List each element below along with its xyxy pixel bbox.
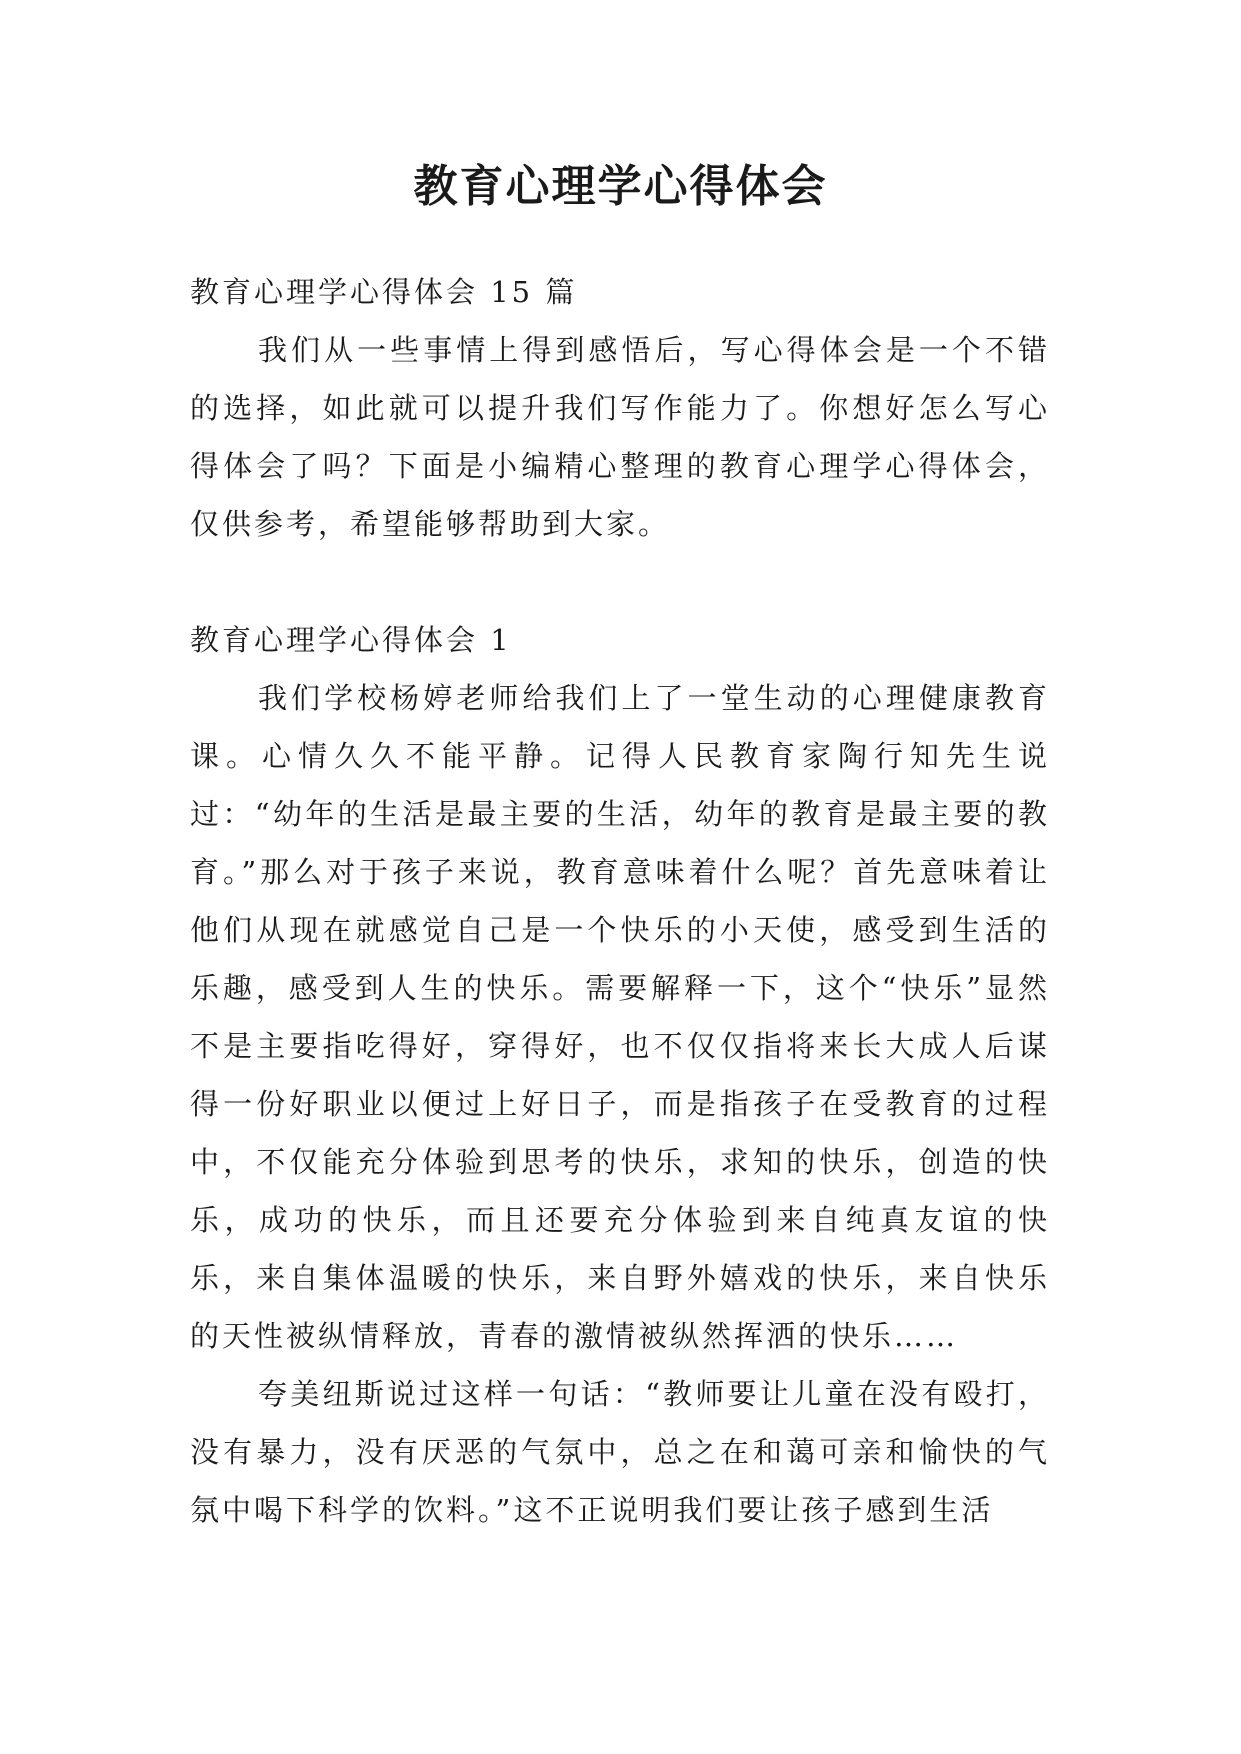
document-body xyxy=(190,263,1050,1539)
document-title: 教育心理学心得体会 xyxy=(413,161,828,212)
section-1-heading: 教育心理学心得体会 1 xyxy=(190,623,512,657)
section-spacer xyxy=(190,553,1050,611)
intro-paragraph: 我们从一些事情上得到感悟后，写心得体会是一个不错的选择，如此就可以提升我们写作能力了。你想好怎么写心得体会了吗？下面是小编精心整理的教育心理学心得体会，仅供参考，希望能够帮助到大家。 xyxy=(190,333,1050,541)
section-1-paragraph-1: 我们学校杨婷老师给我们上了一堂生动的心理健康教育课。心情久久不能平静。记得人民教育家陶行知先生说过：“幼年的生活是最主要的生活，幼年的教育是最主要的教育。”那么对于孩子来说，教育意味着什么呢？首先意味着让他们从现在就感觉自己是一个快乐的小天使，感受到生活的乐趣，感受到人生的快乐。需要解释一下，这个“快乐”显然不是主要指吃得好，穿得好，也不仅仅指将来长大成人后谋得一份好职业以便过上好日子，而是指孩子在受教育的过程中，不仅能充分体验到思考的快乐，求知的快乐，创造的快乐，成功的快乐，而且还要充分体验到来自纯真友谊的快乐，来自集体温暖的快乐，来自野外嬉戏的快乐，来自快乐的天性被纵情释放，青春的激情被纵然挥洒的快乐…… xyxy=(190,681,1050,1353)
section-1-paragraph-2: 夸美纽斯说过这样一句话：“教师要让儿童在没有殴打，没有暴力，没有厌恶的气氛中，总之在和蔼可亲和愉快的气氛中喝下科学的饮料。”这不正说明我们要让孩子感到生活 xyxy=(190,1377,1050,1527)
intro-heading: 教育心理学心得体会 15 篇 xyxy=(190,275,578,309)
